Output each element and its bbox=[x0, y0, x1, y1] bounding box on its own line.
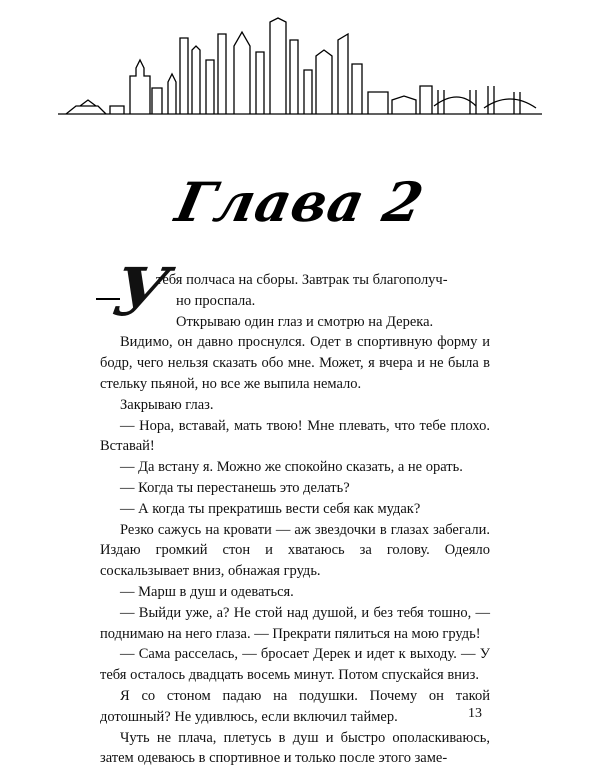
page-number: 13 bbox=[468, 706, 482, 721]
paragraph: Открываю один глаз и смотрю на Дерека. bbox=[176, 313, 434, 330]
paragraph: Я со стоном падаю на подушки. Почему он такой дотошный? Не удивлюсь, если включил таймер. bbox=[100, 687, 490, 725]
paragraph: — Сама расселась, — бросает Дерек и идет к выходу. — У тебя осталось двадцать восемь минут. Потом спускайся вниз. bbox=[100, 646, 490, 684]
paragraph: — Да встану я. Можно же спокойно сказать, а не орать. bbox=[120, 459, 463, 476]
paragraph: — Марш в душ и одеваться. bbox=[120, 583, 294, 600]
paragraph: — Выйди уже, а? Не стой над душой, и без тебя тошно, — поднимаю на него глаза. — Прекрати пялиться на мою грудь! bbox=[100, 604, 490, 642]
paragraph: Чуть не плача, плетусь в душ и быстро ополаскиваюсь, затем одеваюсь в спортивное и только после этого заме- bbox=[100, 729, 490, 767]
paragraph: Резко сажусь на кровати — аж звездочки в глазах забегали. Издаю громкий стон и хватаюсь за голову. Одеяло соскальзывает вниз, обнажая грудь. bbox=[100, 521, 490, 580]
paragraph: Видимо, он давно проснулся. Одет в спортивную форму и бодр, чего нельзя сказать обо мне. Может, я вчера и не была в стельку пьяной, но все же выпила немало. bbox=[100, 334, 490, 392]
chapter-body bbox=[100, 253, 490, 769]
chapter-title: Глава 2 bbox=[170, 170, 430, 234]
paragraph: Закрываю глаз. bbox=[120, 396, 214, 413]
city-skyline-icon bbox=[58, 10, 542, 130]
paragraph: — Когда ты перестанешь это делать? bbox=[120, 479, 350, 496]
first-line: тебя полчаса на сборы. Завтрак ты благополуч- bbox=[156, 272, 448, 288]
drop-cap: У bbox=[107, 253, 175, 331]
paragraph: — Нора, вставай, мать твою! Мне плевать, что тебе плохо. Вставай! bbox=[100, 417, 490, 455]
first-line-continuation: но проспала. bbox=[176, 292, 256, 309]
drop-cap-wrapper bbox=[96, 253, 175, 332]
paragraph: — А когда ты прекратишь вести себя как мудак? bbox=[120, 500, 421, 517]
